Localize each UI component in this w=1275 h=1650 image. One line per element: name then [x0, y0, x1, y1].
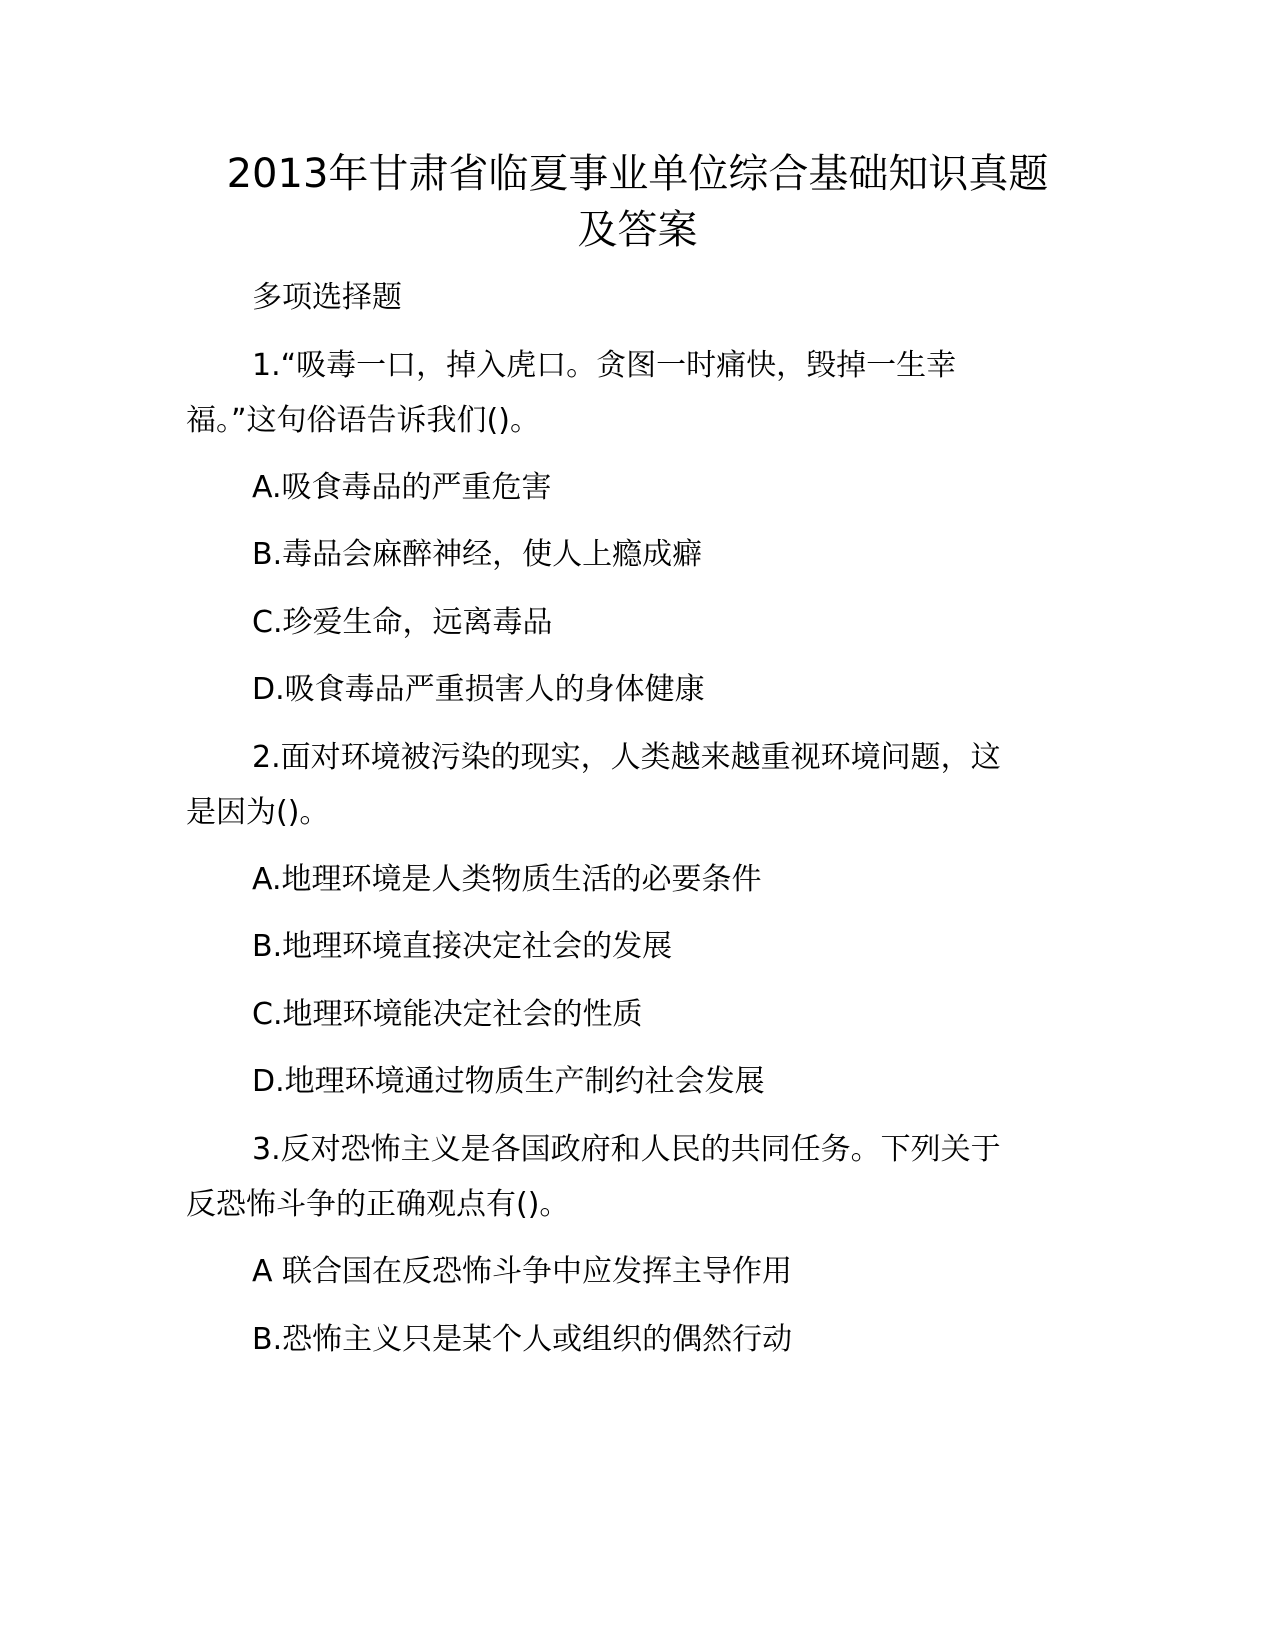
question-2-option-b: B.地理环境直接决定社会的发展 — [252, 929, 673, 964]
question-2-stem-line-1: 2.面对环境被污染的现实，人类越来越重视环境问题，这 — [252, 740, 1001, 775]
question-2-option-a: A.地理环境是人类物质生活的必要条件 — [252, 862, 762, 897]
question-2-option-d: D.地理环境通过物质生产制约社会发展 — [252, 1064, 765, 1099]
question-1-stem-line-1: 1.“吸毒一口，掉入虎口。贪图一时痛快，毁掉一生幸 — [252, 348, 957, 383]
question-1-option-a: A.吸食毒品的严重危害 — [252, 470, 552, 505]
question-1-stem-line-2: 福。”这句俗语告诉我们()。 — [186, 403, 540, 438]
question-2-stem-line-2: 是因为()。 — [186, 795, 330, 830]
question-3-stem-line-2: 反恐怖斗争的正确观点有()。 — [186, 1187, 570, 1222]
title-line-1: 2013年甘肃省临夏事业单位综合基础知识真题 — [226, 151, 1049, 197]
question-1-option-b: B.毒品会麻醉神经，使人上瘾成癖 — [252, 537, 703, 572]
document-title — [180, 146, 1095, 258]
title-line-2: 及答案 — [577, 207, 698, 253]
question-3-option-a: A 联合国在反恐怖斗争中应发挥主导作用 — [252, 1254, 793, 1289]
question-1-option-d: D.吸食毒品严重损害人的身体健康 — [252, 672, 705, 707]
question-3-stem-line-1: 3.反对恐怖主义是各国政府和人民的共同任务。下列关于 — [252, 1132, 1001, 1167]
question-3-option-b: B.恐怖主义只是某个人或组织的偶然行动 — [252, 1322, 793, 1357]
question-1-option-c: C.珍爱生命，远离毒品 — [252, 605, 553, 640]
question-2-option-c: C.地理环境能决定社会的性质 — [252, 997, 643, 1032]
section-heading: 多项选择题 — [252, 280, 402, 315]
